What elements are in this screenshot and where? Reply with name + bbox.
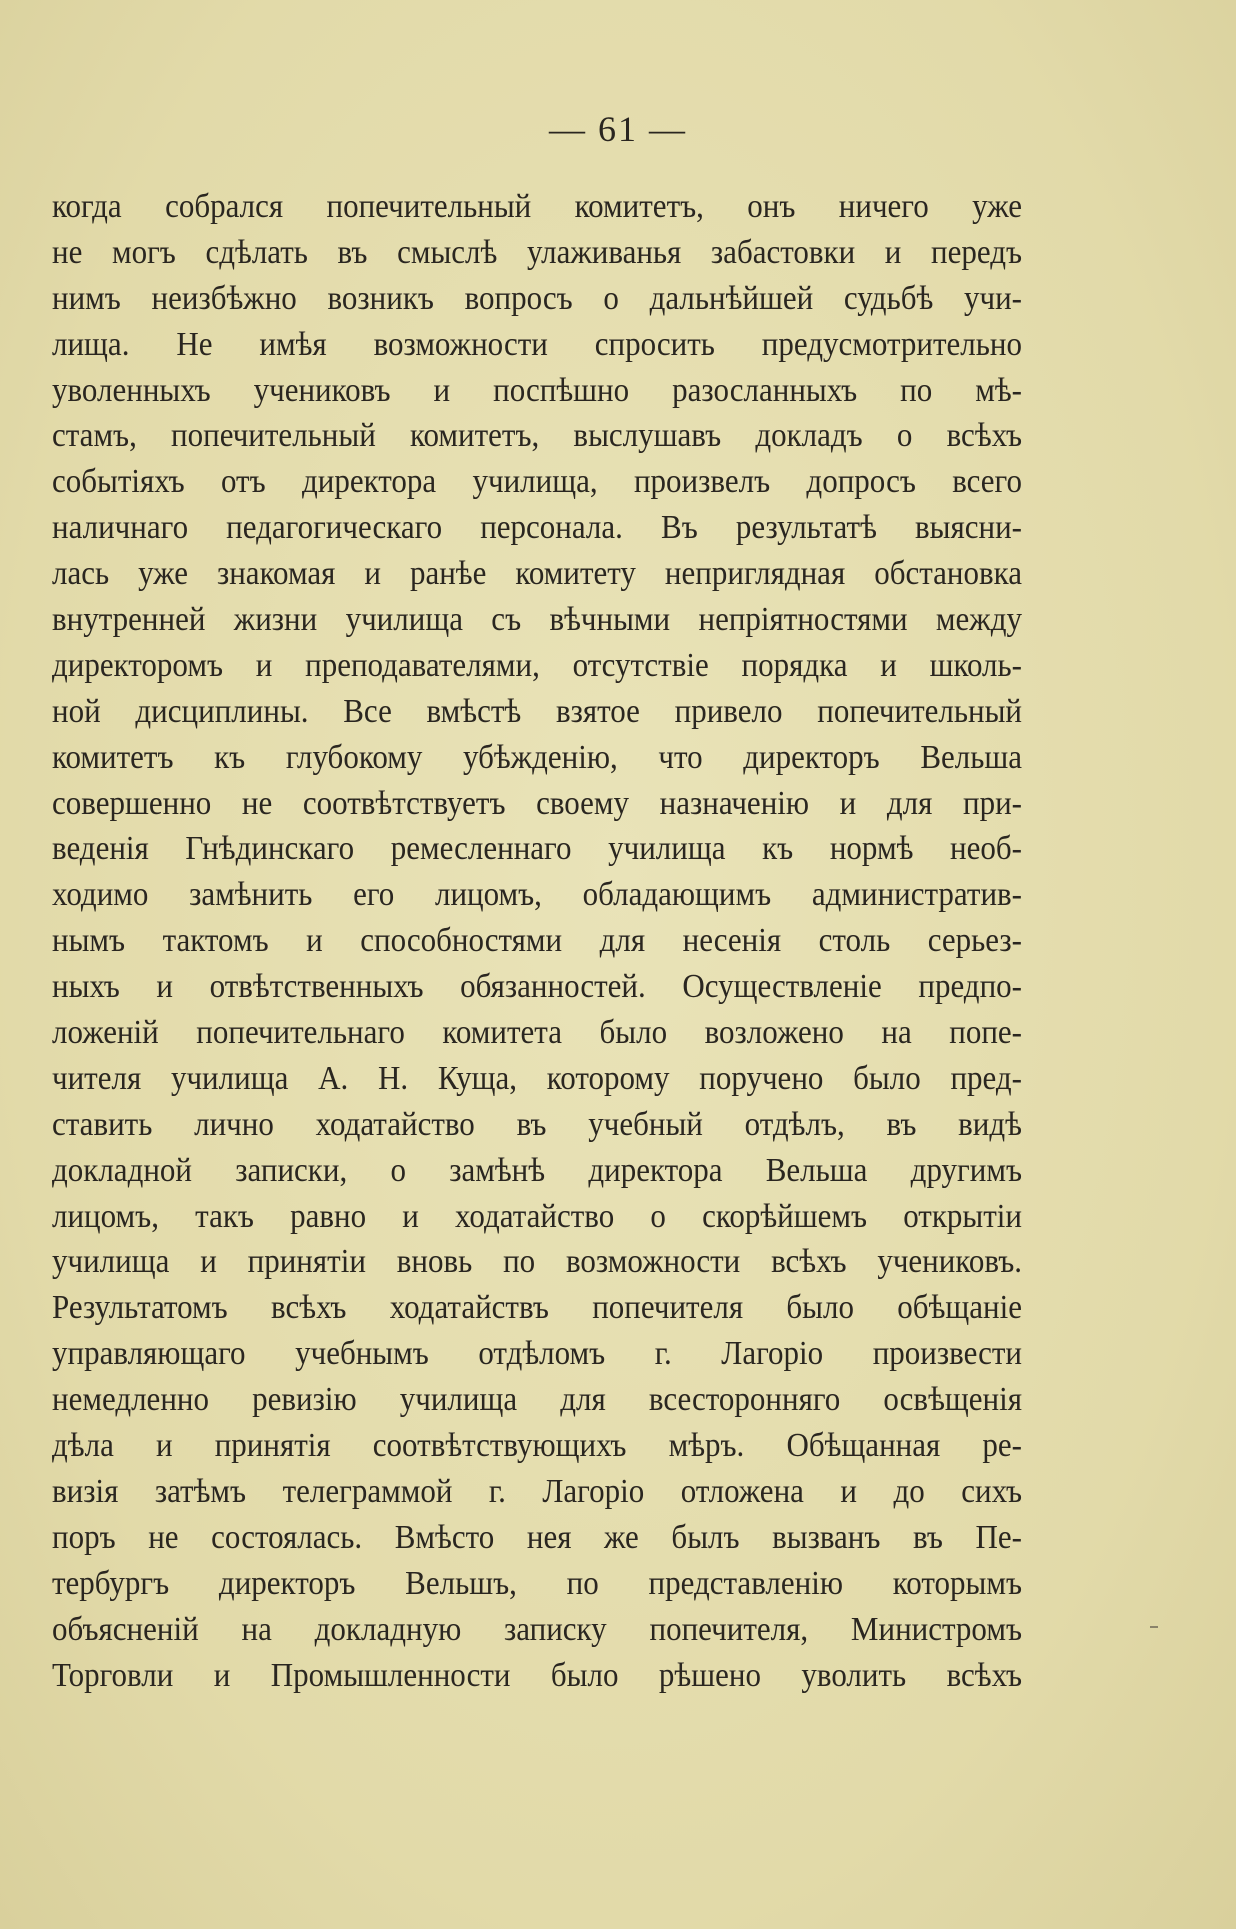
text-line: чителя училища А. Н. Куща, которому поручено было пред- (52, 1058, 1022, 1097)
margin-mark (1150, 1626, 1158, 1628)
text-line: уволенныхъ учениковъ и поспѣшно разосланныхъ по мѣ- (52, 370, 1022, 408)
text-line: наличнаго педагогическаго персонала. Въ результатѣ выясни- (52, 507, 1022, 546)
text-line: не могъ сдѣлать въ смыслѣ улаживанья забастовки и передъ (52, 232, 1022, 271)
text-line: событiяхъ отъ директора училища, произвелъ допросъ всего (52, 461, 1022, 500)
text-line: училища и принятiи вновь по возможности всѣхъ учениковъ. (52, 1242, 1022, 1280)
text-line: ходимо замѣнить его лицомъ, обладающимъ административ- (52, 874, 1022, 913)
text-line: дѣла и принятiя соотвѣтствующихъ мѣръ. Обѣщанная ре- (52, 1425, 1022, 1464)
text-line: визiя затѣмъ телеграммой г. Лагорiо отложена и до сихъ (52, 1471, 1022, 1510)
text-line: тербургъ директоръ Вельшъ, по представленiю которымъ (52, 1563, 1022, 1602)
body-text (52, 183, 1022, 1697)
text-line: ложенiй попечительнаго комитета было возложено на попе- (52, 1012, 1022, 1051)
text-line: лась уже знакомая и ранѣе комитету неприглядная обстановка (52, 553, 1022, 592)
text-line: Результатомъ всѣхъ ходатайствъ попечителя было обѣщанiе (52, 1287, 1022, 1326)
text-line: лища. Не имѣя возможности спросить предусмотрительно (52, 324, 1022, 363)
text-line: директоромъ и преподавателями, отсутствiе порядка и школь- (52, 645, 1022, 684)
page-number: — 61 — (549, 109, 687, 149)
text-line: веденiя Гнѣдинскаго ремесленнаго училища къ нормѣ необ- (52, 829, 1022, 867)
text-line: ныхъ и отвѣтственныхъ обязанностей. Осуществленiе предпо- (52, 966, 1022, 1005)
text-line: объясненiй на докладную записку попечителя, Министромъ (52, 1609, 1022, 1647)
text-line: ной дисциплины. Все вмѣстѣ взятое привело попечительный (52, 691, 1022, 730)
text-line: когда собрался попечительный комитетъ, онъ ничего уже (52, 186, 1022, 225)
text-line: стамъ, попечительный комитетъ, выслушавъ докладъ о всѣхъ (52, 416, 1022, 454)
text-line: поръ не состоялась. Вмѣсто нея же былъ вызванъ въ Пе- (52, 1517, 1022, 1556)
text-line: управляющаго учебнымъ отдѣломъ г. Лагорiо произвести (52, 1333, 1022, 1372)
text-line: ставить лично ходатайство въ учебный отдѣлъ, въ видѣ (52, 1104, 1022, 1143)
text-line: Торговли и Промышленности было рѣшено уволить всѣхъ (52, 1655, 1022, 1693)
text-line: комитетъ къ глубокому убѣжденiю, что директоръ Вельша (52, 737, 1022, 776)
text-line: нымъ тактомъ и способностями для несенiя столь серьез- (52, 920, 1022, 959)
text-line: немедленно ревизiю училища для всесторонняго освѣщенiя (52, 1379, 1022, 1418)
text-line: нимъ неизбѣжно возникъ вопросъ о дальнѣйшей судьбѣ учи- (52, 278, 1022, 317)
text-line: внутренней жизни училища съ вѣчными непрiятностями между (52, 599, 1022, 638)
text-line: лицомъ, такъ равно и ходатайство о скорѣйшемъ открытiи (52, 1196, 1022, 1234)
text-line: совершенно не соотвѣтствуетъ своему назначенiю и для при- (52, 783, 1022, 821)
text-line: докладной записки, о замѣнѣ директора Вельша другимъ (52, 1150, 1022, 1189)
